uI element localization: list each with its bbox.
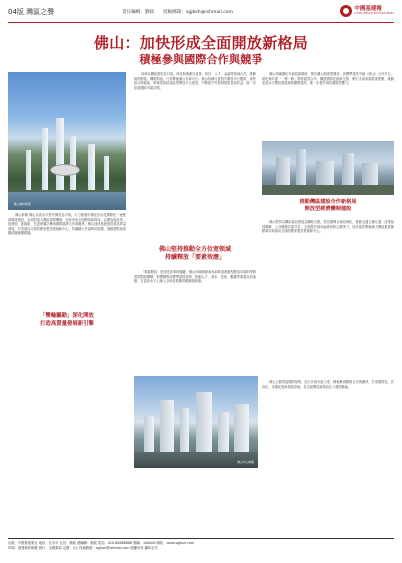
article-paragraph: 佛山新聞 佛山以高水平對外開放為引領，大力推進市場化法治化國際化一流營商環境建設，全面對接大灣區規則機制，加快形成全面開放新格局，以開放促改革、促發展、促創新，在更深層次參與國際經濟合作與競爭。佛山加快推進製造業高質量發展，打造面向全球的國家製造業創新中心，持續擴大外資利用規模，推動重點產業鏈延鏈補鏈強鏈。 bbox=[8, 213, 126, 236]
article-paragraph: 佛山堅持以灣區協同發展為戰略支點，依托廣佛全域同城化，推動交通互聯互通、產業協同聯動、公共服務共建共享，全面提升城市能級和核心競爭力，加快建設粵港澳大灣區重要節點城市和面向全球的國家製造業創新中心。 bbox=[262, 220, 394, 234]
article-column-right-middle bbox=[262, 220, 394, 363]
city-skyline-photo bbox=[8, 72, 126, 210]
article-column-right-lower bbox=[262, 380, 394, 470]
header-divider bbox=[8, 22, 394, 23]
section-heading: 「雙輪驅動」深化開放 打造高質量發展新引擎 bbox=[40, 313, 94, 327]
page-header bbox=[0, 0, 402, 24]
header-editor: 責任編輯：劉政 bbox=[122, 10, 155, 15]
article-column-left bbox=[8, 213, 126, 471]
article-column-right bbox=[262, 72, 394, 137]
article-paragraph: 佛山主動對接國際規則，加大外資引進力度，積極參與國際合作與競爭，打造國際化、法治化、市場化營商環境高地，為全面開放新格局注入強勁動能。 bbox=[262, 380, 394, 389]
header-editor-info bbox=[122, 9, 233, 15]
section-heading: 佛山堅持推動全方位宽领域 持續釋放「要素效應」 bbox=[158, 246, 231, 261]
article-paragraph: 同時以灣區建設為引領，深化與港澳在產業、科技、人才、金融等領域合作，推動規則銜接、機制對接，打造粵港澳合作新平台。佛山持續完善對外開放平台體系，加快綜合保稅區、跨境電商綜試區等開放平台建設，不斷提升外貿發展質量和效益，進一步拓展國際市場空間。 bbox=[134, 72, 256, 90]
city-center-photo bbox=[134, 376, 258, 468]
article-subheadline: 積極參與國際合作與競爭 bbox=[139, 53, 263, 66]
header-contact: 投稿郵箱：sgjbsh@ishmail.com bbox=[162, 10, 234, 15]
section-heading: 推動灣區建設合作新格局 開放型經濟體制建設 bbox=[299, 199, 357, 212]
page-section-label: 04版 灣區之聲 bbox=[8, 8, 55, 16]
photo-caption: 佛山城市新貌 bbox=[14, 202, 31, 206]
footer-line-2: 印刷：基建報印刷廠 發行：全國郵局 定價：2元 投稿郵箱：sgjbsh@ishmail.com 版權所有 翻印必究 bbox=[8, 545, 158, 550]
page-footer bbox=[8, 541, 394, 551]
district-photo bbox=[262, 141, 394, 195]
article-column-center bbox=[134, 72, 256, 238]
logo-subtitle: CHINA INFRASTRUCTURE NEWS bbox=[354, 11, 394, 15]
newspaper-logo bbox=[340, 4, 394, 18]
article-paragraph: 佛山持續優化外商投資環境，穩步擴大制度型開放，高標準建設中歐（佛山）合作平台，深化與共建「一帶一路」國家經貿合作，構建國際化創新生態，吸引全球高端要素集聚，推動更高水平開放型經濟新體制建設，進一步提升城市國際影響力。 bbox=[262, 72, 394, 86]
footer-divider bbox=[8, 538, 394, 539]
logo-name: 中國基建報 bbox=[354, 6, 382, 13]
stadium-shape bbox=[50, 164, 80, 176]
article-headline: 佛山：加快形成全面開放新格局 bbox=[93, 34, 309, 52]
photo-caption: 佛山中心城區 bbox=[237, 460, 254, 464]
article-paragraph: 「要素開放」是深化改革的關鍵，佛山持續推動商品和要素流動型開放向規則等制度型開放轉變，對標國際高標準經貿規則，推動人才、資本、技術、數據等要素高效流動，在更高水平上融入全球產業鏈供應鏈創新鏈。 bbox=[134, 270, 256, 284]
logo-emblem-icon bbox=[340, 5, 352, 17]
footer-line-1: 出版：中國基建報社 地址：北京市 社長：劉政 總編輯：劉政 電話：010-88888888 郵編：100000 網址：www.sgjbsh.com bbox=[8, 541, 195, 545]
